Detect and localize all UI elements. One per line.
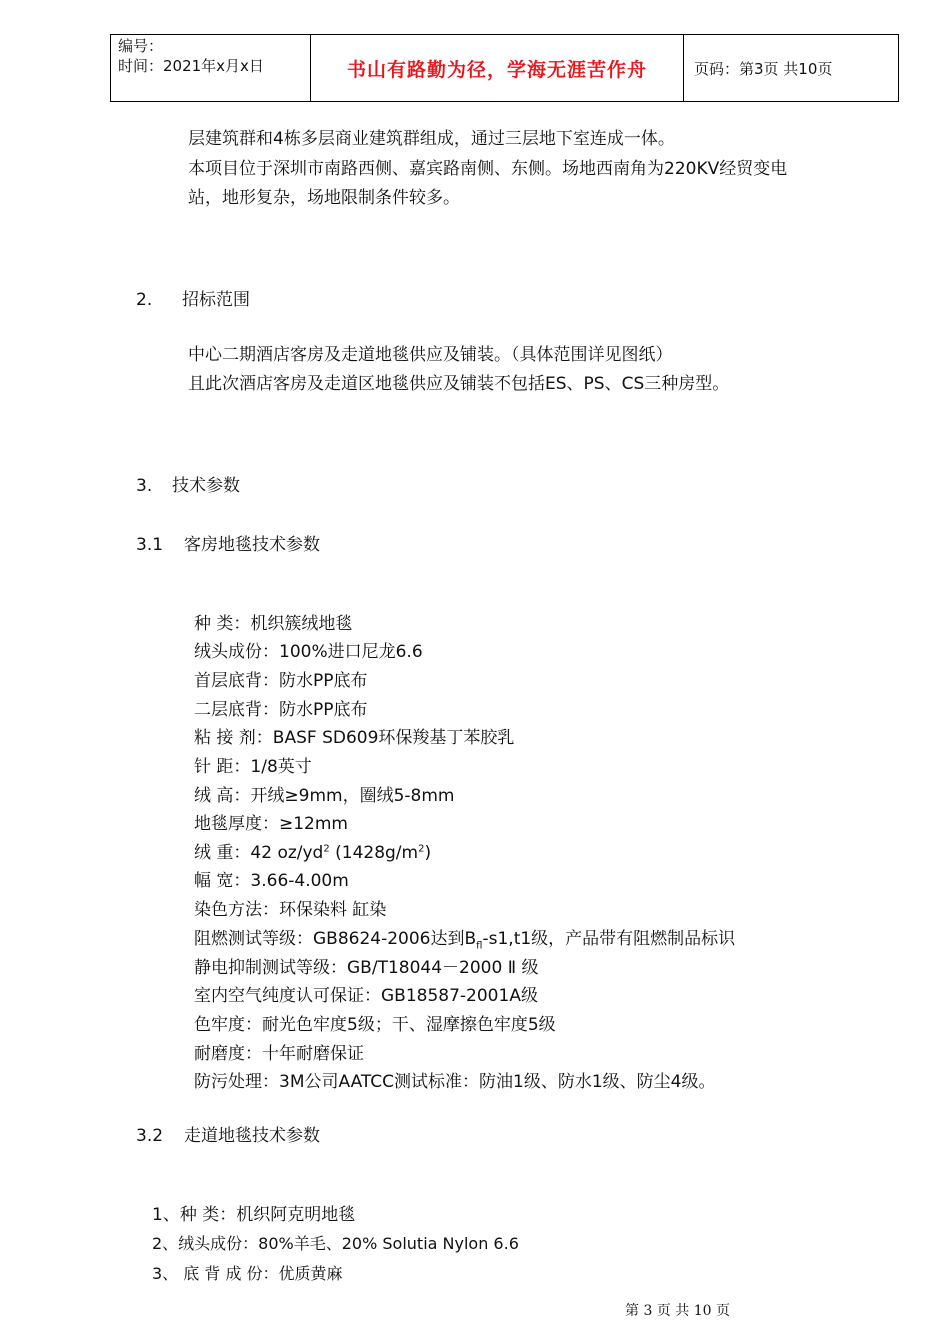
param-text: 阻燃测试等级：GB8624-2006达到B [194,929,477,949]
param-text: ) [424,843,432,863]
param-line: 绒 高：开绒≥9mm，圈绒5-8mm [194,786,455,806]
param-line: 染色方法：环保染料 缸染 [194,900,387,920]
param-text: (1428g/m [329,843,419,863]
superscript: 2 [418,843,425,855]
header-meta [118,36,264,76]
document-time-label: 时间：2021年x月x日 [118,57,264,75]
page-footer: 第 3 页 共 10 页 [625,1303,730,1319]
subsection-title: 走道地毯技术参数 [184,1126,320,1146]
section-number: 2. [136,290,153,310]
param-line [194,928,735,950]
header-top-rule [110,34,899,35]
param-line: 耐磨度：十年耐磨保证 [194,1044,364,1064]
list-item: 1、种 类：机织阿克明地毯 [152,1205,356,1225]
section2-line: 且此次酒店客房及走道区地毯供应及铺装不包括ES、PS、CS三种房型。 [188,374,730,394]
subscript: fl [476,940,483,952]
header-divider [898,34,899,102]
param-line: 防污处理：3M公司AATCC测试标准：防油1级、防水1级、防尘4级。 [194,1072,716,1092]
section-title: 技术参数 [172,476,240,496]
subsection-number: 3.2 [136,1126,164,1146]
param-line: 首层底背：防水PP底布 [194,671,368,691]
param-line: 色牢度：耐光色牢度5级；干、湿摩擦色牢度5级 [194,1015,556,1035]
param-line: 静电抑制测试等级：GB/T18044－2000 Ⅱ 级 [194,958,539,978]
section-number: 3. [136,476,153,496]
header-bottom-rule [110,101,899,102]
param-text: -s1,t1级，产品带有阻燃制品标识 [482,929,736,949]
param-line: 粘 接 剂：BASF SD609环保羧基丁苯胶乳 [194,728,515,748]
document-number-label: 编号： [118,37,164,55]
list-item: 2、绒头成份：80%羊毛、20% Solutia Nylon 6.6 [152,1234,519,1253]
section-title: 招标范围 [182,290,250,310]
intro-line: 站，地形复杂，场地限制条件较多。 [188,188,460,208]
param-line: 幅 宽：3.66-4.00m [194,871,349,891]
param-line: 室内空气纯度认可保证：GB18587-2001A级 [194,986,538,1006]
param-line: 针 距：1/8英寸 [194,757,312,777]
param-line: 二层底背：防水PP底布 [194,700,368,720]
intro-line: 层建筑群和4栋多层商业建筑群组成，通过三层地下室连成一体。 [188,129,675,149]
section2-line: 中心二期酒店客房及走道地毯供应及铺装。（具体范围详见图纸） [188,345,673,365]
subsection-number: 3.1 [136,535,164,555]
header-divider [683,34,684,102]
list-item: 3、 底 背 成 份：优质黄麻 [152,1264,343,1283]
subsection-title: 客房地毯技术参数 [184,535,320,555]
superscript: 2 [323,843,330,855]
param-line: 绒头成份：100%进口尼龙6.6 [194,642,423,662]
param-text: 绒 重：42 oz/yd [194,843,324,863]
param-line: 地毯厚度：≥12mm [194,814,348,834]
header-divider [110,34,111,102]
header-motto: 书山有路勤为径，学海无涯苦作舟 [346,59,647,81]
header-page-info: 页码：第3页 共10页 [694,60,833,78]
param-line: 种 类：机织簇绒地毯 [194,614,353,634]
intro-line: 本项目位于深圳市南路西侧、嘉宾路南侧、东侧。场地西南角为220KV经贸变电 [188,159,788,179]
param-line [194,842,431,864]
